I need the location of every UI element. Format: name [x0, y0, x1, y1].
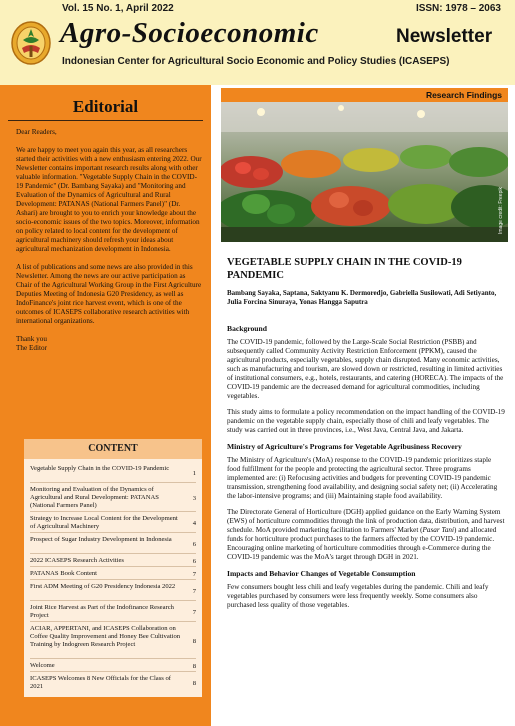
impacts-heading: Impacts and Behavior Changes of Vegetable Consumption — [227, 569, 416, 578]
volume-info: Vol. 15 No. 1, April 2022 — [62, 3, 174, 14]
ministry-logo-icon — [10, 20, 52, 66]
institution-name: Indonesian Center for Agricultural Socio Economic and Policy Studies (ICASEPS) — [62, 56, 450, 67]
section-banner — [221, 88, 508, 102]
article-title: VEGETABLE SUPPLY CHAIN IN THE COVID-19 PANDEMIC — [227, 257, 462, 281]
toc-item[interactable]: Prospect of Sugar Industry Development in Indonesia 6 — [30, 536, 196, 554]
background-heading: Background — [227, 324, 267, 333]
moa-paragraph-2: The Directorate General of Horticulture (DGH) applied guidance on the Early Warning System (EWS) of horticulture commodities through the link of production data, distribution, and harvest schedule. MoA provided marketing facilitation to Farmers' Market (Pasar Tani) and allocated funds for horticulture product purchases to the farmers affected by the COVID-19 pandemic. Encouraging online marketing of horticulture commodities through e-Commerce during the COVID-19 pandemic was the MoA's target through DGH in 2021. — [227, 508, 505, 561]
editorial-title: Editorial — [72, 97, 139, 116]
moa-programs-heading: Ministry of Agriculture's Programs for Vegetable Agribusiness Recovery — [227, 442, 462, 451]
vegetable-market-photo — [221, 102, 508, 242]
toc-item[interactable]: Welcome 8 — [30, 662, 196, 672]
table-of-contents — [24, 459, 202, 697]
toc-item[interactable]: ICASEPS Welcomes 8 New Officials for the Class of 2021 8 — [30, 675, 196, 690]
toc-item[interactable]: Vegetable Supply Chain in the COVID-19 Pandemic 1 — [30, 465, 196, 483]
section-label: Research Findings — [425, 90, 502, 100]
impacts-paragraph-1: Few consumers bought less chili and leafy vegetables during the pandemic. Chili and leafy vegetables purchased by consumers were less frequently weekly. Some consumers also purchased less quality of those vegetables. — [227, 583, 489, 609]
toc-item[interactable]: Monitoring and Evaluation of the Dynamics of Agricultural and Rural Development: PATANAS (National Farmers Panel) 3 — [30, 486, 196, 512]
editorial-paragraph-1: We are happy to meet you again this year, as all researchers started their activities with a new enthusiasm entering 2022. Our Newsletter contains important research results along with other valuable information. "Vegetable Supply Chain in the COVID-19 Pandemic" (Dr. Bambang Sayaka) and "Monitoring and Evaluation of the Dynamics of Agricultural and Rural Development: PATANAS (National Farmers Panel)" (Dr. Ashari) are brought to you to enrich your knowledge about the socio-economic issues of the two topics. Moreover, information on policy related to local content for the development of agricultural machinery should refresh your ideas about agricultural mechanization development in Indonesia. — [16, 146, 202, 253]
masthead — [0, 0, 515, 85]
toc-item[interactable]: ACIAR, APPERTANI, and ICASEPS Collaboration on Coffee Quality Improvement and Honey Bee Cultivation Training by Indogreen Research Project 8 — [30, 625, 196, 659]
newsletter-word: Newsletter — [396, 26, 493, 47]
editorial-body — [16, 128, 202, 362]
toc-item[interactable]: PATANAS Book Content 7 — [30, 570, 196, 580]
editorial-salutation: Dear Readers, — [16, 128, 57, 136]
toc-item[interactable]: 2022 ICASEPS Research Activities 6 — [30, 557, 196, 567]
market-photo-image — [221, 102, 508, 242]
toc-item[interactable]: First ADM Meeting of G20 Presidency Indonesia 2022 7 — [30, 583, 196, 601]
editorial-closing: Thank you — [16, 335, 47, 343]
article-body — [227, 324, 505, 617]
editorial-signature: The Editor — [16, 344, 47, 352]
editorial-divider — [8, 120, 203, 121]
photo-credit: Image credit: Freepik — [498, 187, 504, 234]
background-paragraph-2: This study aims to formulate a policy recommendation on the impact handling of the COVID-19 pandemic on the vegetable supply chain, especially those of chili and leafy vegetables. The study was carried out in three provinces, i.e., West Java, Central Java, and Jakarta. — [227, 408, 505, 434]
background-paragraph-1: The COVID-19 pandemic, followed by the Large-Scale Social Restriction (PSBB) and subsequently called Community Activity Restriction Enforcement (PPKM), caused the agricultural products, especially vegetables, supply chain disrupted. Many economic activities, such as manufacturing and tourism, are slowed down or restricted, resulting in limited activities of institutional consumers, e.g., hotels, restaurants, and catering (HORECA). The impacts of the COVID-19 pandemic are the decreased demand for agricultural commodities, including vegetables. — [227, 338, 504, 400]
toc-item[interactable]: Strategy to Increase Local Content for the Development of Agricultural Machinery 4 — [30, 515, 196, 533]
editorial-paragraph-2: A list of publications and some news are also provided in this Newsletter. Among the news are our active participation as Chair of the Agricultural Working Group in the First Agriculture Deputies Meeting of Indonesia G20 Presidency, as well as IndoFinance's joint rice harvest event, which is one of the outcomes of ICASEPS collaborative research activities with international organizations. — [16, 263, 202, 325]
content-heading: CONTENT — [24, 439, 202, 459]
toc-item[interactable]: Joint Rice Harvest as Part of the Indofinance Research Project 7 — [30, 604, 196, 622]
editorial-column — [0, 85, 211, 726]
moa-paragraph-1: The Ministry of Agriculture's (MoA) response to the COVID-19 pandemic prioritizes staple food fulfillment for the people and protecting the agricultural sector. Three programs implemented are: (i) Refocusing activities and budgets for preventing COVID-19 pandemic transmission, strengthening food availability, and designing social safety net; (ii) Accelerating the labor-intensive programs; and (iii) Maintaining staple food availability. — [227, 456, 498, 500]
article-authors: Bambang Sayaka, Saptana, Saktyanu K. Dermoredjo, Gabriella Susilowati, Adi Setiyanto, Julia Forcina Sinuraya, Yonas Hangga Saputra — [227, 289, 497, 306]
issn: ISSN: 1978 – 2063 — [415, 3, 501, 14]
newsletter-title: Agro-Socioeconomic — [60, 17, 319, 49]
